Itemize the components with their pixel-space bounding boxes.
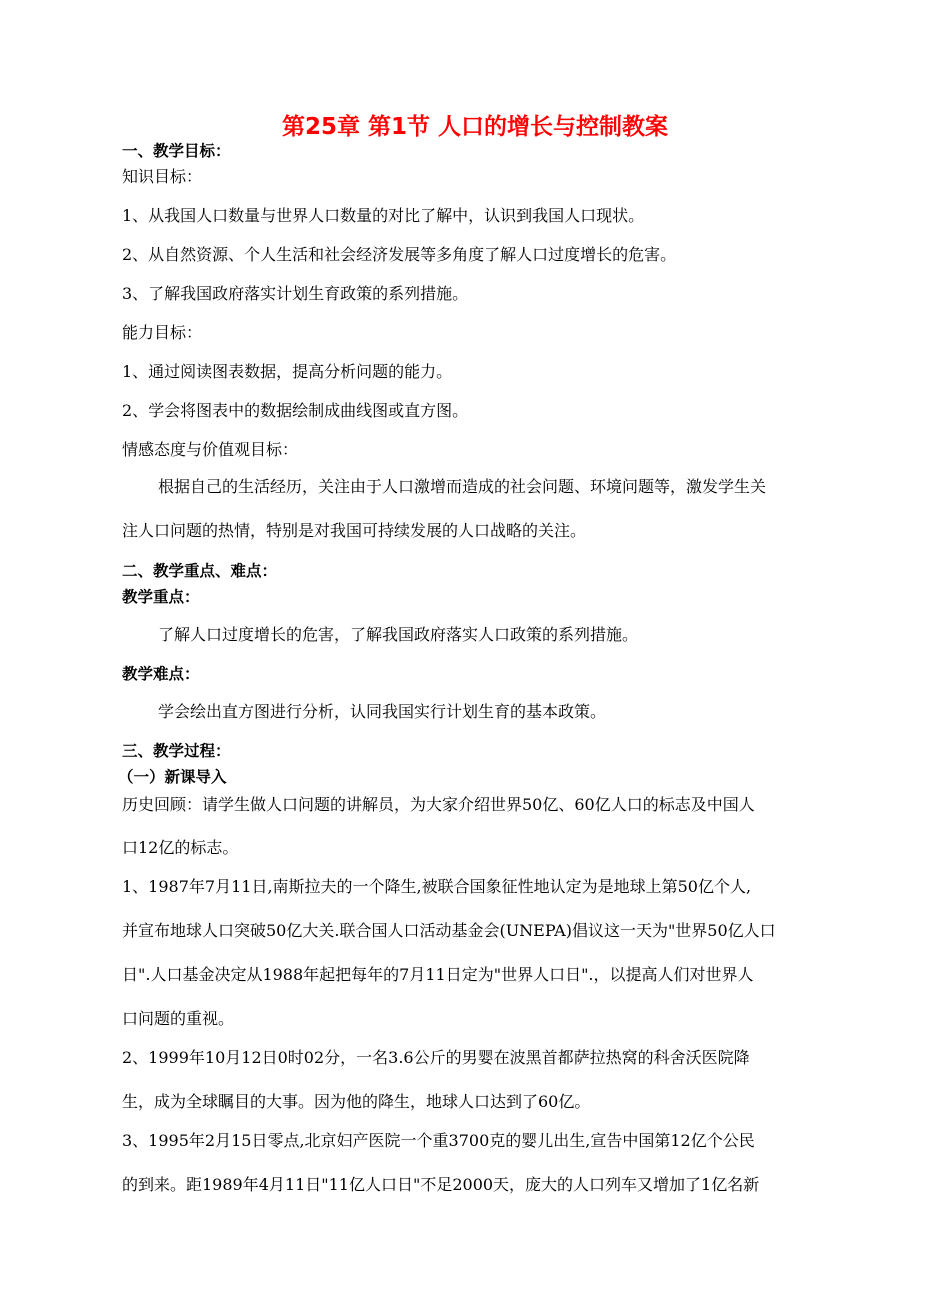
paragraph-line: 2、1999年10月12日0时02分，一名3.6公斤的男婴在波黑首都萨拉热窝的科舍沃医院降 [122, 1048, 750, 1067]
knowledge-item: 3、了解我国政府落实计划生育政策的系列措施。 [122, 284, 469, 303]
difficulty-label: 教学难点： [122, 665, 200, 683]
emotion-text-line: 根据自己的生活经历，关注由于人口激增而造成的社会问题、环境问题等，激发学生关 [158, 477, 767, 496]
emotion-label: 情感态度与价值观目标： [122, 440, 299, 459]
knowledge-item: 1、从我国人口数量与世界人口数量的对比了解中，认识到我国人口现状。 [122, 206, 645, 225]
paragraph-line: 生，成为全球瞩目的大事。因为他的降生，地球人口达到了60亿。 [122, 1092, 591, 1111]
paragraph-line: 并宣布地球人口突破50亿大关.联合国人口活动基金会(UNEPA)倡议这一天为"世界50亿人口 [122, 921, 776, 940]
subsection-heading: （一）新课导入 [118, 768, 227, 786]
paragraph-line: 口问题的重视。 [122, 1009, 235, 1028]
difficulty-text: 学会绘出直方图进行分析，认同我国实行计划生育的基本政策。 [158, 702, 607, 721]
paragraph-line: 日".人口基金决定从1988年起把每年的7月11日定为"世界人口日".，以提高人们对世界人 [122, 965, 754, 984]
ability-item: 1、通过阅读图表数据，提高分析问题的能力。 [122, 362, 453, 381]
intro-line: 历史回顾：请学生做人口问题的讲解员，为大家介绍世界50亿、60亿人口的标志及中国人 [122, 795, 755, 814]
page-title: 第25章 第1节 人口的增长与控制教案 [281, 114, 669, 140]
key-point-text: 了解人口过度增长的危害，了解我国政府落实人口政策的系列措施。 [158, 625, 639, 644]
knowledge-item: 2、从自然资源、个人生活和社会经济发展等多角度了解人口过度增长的危害。 [122, 245, 677, 264]
paragraph-line: 的到来。距1989年4月11日"11亿人口日"不足2000天，庞大的人口列车又增加了1亿名新 [122, 1175, 760, 1194]
key-point-label: 教学重点： [122, 588, 200, 606]
emotion-text-line: 注人口问题的热情，特别是对我国可持续发展的人口战略的关注。 [122, 521, 587, 540]
paragraph-line: 1、1987年7月11日,南斯拉夫的一个降生,被联合国象征性地认定为是地球上第50亿个人, [122, 877, 752, 896]
ability-item: 2、学会将图表中的数据绘制成曲线图或直方图。 [122, 401, 469, 420]
paragraph-line: 3、1995年2月15日零点,北京妇产医院一个重3700克的婴儿出生,宣告中国第12亿个公民 [122, 1131, 755, 1150]
ability-label: 能力目标： [122, 323, 203, 342]
section-heading-objectives: 一、教学目标： [122, 142, 231, 160]
intro-line: 口12亿的标志。 [122, 838, 239, 857]
section-heading-key-points: 二、教学重点、难点： [122, 562, 278, 580]
knowledge-label: 知识目标： [122, 167, 203, 186]
section-heading-process: 三、教学过程： [122, 742, 231, 760]
